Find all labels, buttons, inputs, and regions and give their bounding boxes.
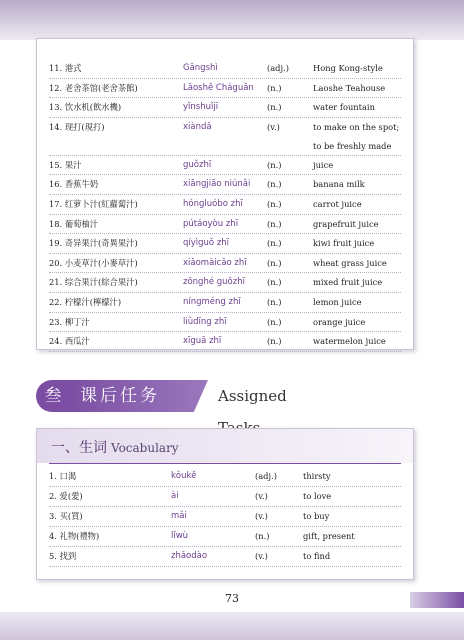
vocab-row — [37, 59, 413, 78]
vocab-row — [37, 156, 413, 175]
vocab-english: watermelon juice — [313, 336, 386, 347]
vocab-part-of-speech: (n.) — [267, 336, 282, 347]
vocab-hanzi: 20. 小麦草汁(小麥草汁) — [49, 257, 138, 268]
vocab-row — [37, 79, 413, 98]
vocab-hanzi: 21. 综合果汁(綜合果汁) — [49, 277, 138, 288]
section-title-english: Assigned — [218, 387, 287, 405]
vocab-part-of-speech: (n.) — [267, 316, 282, 327]
vocab-pinyin: qíyìguǒ zhī — [183, 238, 230, 249]
vocab-part-of-speech: (n.) — [255, 531, 270, 541]
vocab-row — [37, 273, 413, 292]
vocab-pinyin: yǐnshuǐjī — [183, 102, 219, 113]
vocab-english: mixed fruit juice — [313, 277, 383, 288]
vocab-row-continuation — [37, 137, 413, 156]
vocab-part-of-speech: (adj.) — [255, 471, 277, 481]
vocab-english: to make on the spot; — [313, 121, 400, 132]
vocab-pinyin: xiāngjiāo niúnǎi — [183, 179, 251, 190]
vocab-english: carrot juice — [313, 199, 362, 209]
vocab-part-of-speech: (n.) — [267, 199, 282, 209]
vocab-part-of-speech: (v.) — [255, 491, 268, 501]
vocab-hanzi: 22. 柠檬汁(檸檬汁) — [49, 297, 122, 307]
vocab-hanzi: 2. 爱(愛) — [49, 491, 83, 501]
vocab-english: to buy — [303, 511, 330, 521]
vocabulary-heading-chinese: 一、生词 — [51, 440, 107, 456]
vocab-row — [37, 332, 413, 351]
vocab-hanzi: 14. 现打(現打) — [49, 121, 105, 132]
vocab-english: orange juice — [313, 316, 366, 327]
vocab-pinyin: guǒzhī — [183, 159, 212, 170]
vocab-row — [37, 254, 413, 273]
row-separator — [49, 351, 401, 352]
section-number-badge: 叁 — [36, 380, 70, 412]
vocabulary-heading-english: Vocabulary — [111, 441, 179, 455]
vocab-english: to find — [303, 551, 331, 561]
vocab-english: banana milk — [313, 179, 365, 190]
page-number: 73 — [225, 592, 239, 605]
vocab-row — [37, 293, 413, 312]
vocab-part-of-speech: (n.) — [267, 277, 282, 288]
vocab-hanzi: 18. 葡萄柚汁 — [49, 218, 99, 229]
row-separator — [49, 566, 401, 567]
vocab-english: gift, present — [303, 531, 355, 541]
vocab-pinyin: xiàndǎ — [183, 121, 212, 132]
vocab-hanzi: 16. 香蕉牛奶 — [49, 179, 99, 190]
vocab-pinyin: Gǎngshì — [183, 63, 218, 73]
vocab-english: Hong Kong-style — [313, 63, 383, 73]
vocab-part-of-speech: (n.) — [267, 238, 282, 249]
vocab-pinyin: xīguā zhī — [183, 336, 222, 347]
vocab-row — [37, 527, 413, 546]
vocab-pinyin: liǔdīng zhī — [183, 316, 227, 327]
vocab-pinyin: kǒukě — [171, 471, 197, 481]
vocab-row — [37, 195, 413, 214]
vocab-pinyin: hóngluóbo zhī — [183, 199, 243, 209]
section-title-chinese: 课后任务 — [80, 386, 160, 406]
vocab-part-of-speech: (n.) — [267, 159, 282, 170]
section-header — [36, 380, 296, 412]
vocab-part-of-speech: (n.) — [267, 82, 282, 93]
vocab-hanzi: 3. 买(買) — [49, 511, 83, 521]
vocab-row — [37, 234, 413, 253]
vocab-part-of-speech: (n.) — [267, 179, 282, 190]
vocab-part-of-speech: (n.) — [267, 257, 282, 268]
vocab-pinyin: ài — [171, 491, 179, 501]
vocab-part-of-speech: (v.) — [267, 121, 280, 132]
vocab-part-of-speech: (v.) — [255, 551, 268, 561]
vocab-pinyin: mǎi — [171, 511, 187, 521]
vocabulary-list-box — [36, 38, 414, 350]
vocab-hanzi: 11. 港式 — [49, 63, 82, 73]
vocab-pinyin: lǐwù — [171, 531, 189, 541]
vocab-hanzi: 4. 礼物(禮物) — [49, 531, 100, 541]
vocab-hanzi: 17. 红萝卜汁(紅蘿蔔汁) — [49, 199, 138, 209]
vocab-hanzi: 1. 口渴 — [49, 471, 77, 481]
vocab-hanzi: 24. 西瓜汁 — [49, 336, 90, 347]
vocab-pinyin: pútáoyòu zhī — [183, 218, 239, 229]
vocab-part-of-speech: (v.) — [255, 511, 268, 521]
bottom-footer-band — [0, 612, 464, 640]
vocab-hanzi: 5. 找到 — [49, 551, 77, 561]
vocab-row — [37, 118, 413, 137]
vocab-english-continued: to be freshly made — [313, 140, 392, 151]
vocab-english: lemon juice — [313, 297, 362, 307]
vocab-row — [37, 215, 413, 234]
vocab-pinyin: Lǎoshě Cháguǎn — [183, 82, 254, 93]
vocab-english: grapefruit juice — [313, 218, 379, 229]
vocab-english: thirsty — [303, 471, 331, 481]
vocab-english: kiwi fruit juice — [313, 238, 375, 249]
top-header-band — [0, 0, 464, 40]
vocab-row — [37, 547, 413, 566]
vocab-hanzi: 23. 柳丁汁 — [49, 316, 90, 327]
page-corner-tab — [410, 592, 464, 608]
vocab-pinyin: zhǎodào — [171, 551, 208, 561]
vocab-english: juice — [313, 159, 334, 170]
vocab-english: water fountain — [313, 102, 375, 113]
vocab-english: wheat grass juice — [313, 257, 387, 268]
heading-rule — [49, 463, 401, 464]
vocab-hanzi: 19. 奇异果汁(奇異果汁) — [49, 238, 138, 249]
vocab-part-of-speech: (n.) — [267, 102, 282, 113]
vocab-hanzi: 12. 老舍茶馆(老舍茶館) — [49, 82, 138, 93]
vocab-part-of-speech: (n.) — [267, 218, 282, 229]
vocab-hanzi: 13. 饮水机(飲水機) — [49, 102, 122, 113]
vocab-row — [37, 507, 413, 526]
vocab-row — [37, 98, 413, 117]
vocabulary-heading — [51, 437, 179, 457]
vocab-pinyin: níngméng zhī — [183, 297, 241, 307]
vocab-row — [37, 487, 413, 506]
assigned-vocabulary-box — [36, 428, 414, 580]
vocab-english: Laoshe Teahouse — [313, 82, 386, 93]
vocab-pinyin: zōnghé guǒzhī — [183, 277, 245, 288]
vocab-hanzi: 15. 果汁 — [49, 159, 82, 170]
vocab-row — [37, 467, 413, 486]
vocab-english: to love — [303, 491, 332, 501]
vocab-part-of-speech: (n.) — [267, 297, 282, 307]
vocab-part-of-speech: (adj.) — [267, 63, 289, 73]
vocab-row — [37, 313, 413, 332]
vocab-row — [37, 175, 413, 194]
vocab-pinyin: xiǎomàicǎo zhī — [183, 257, 247, 268]
